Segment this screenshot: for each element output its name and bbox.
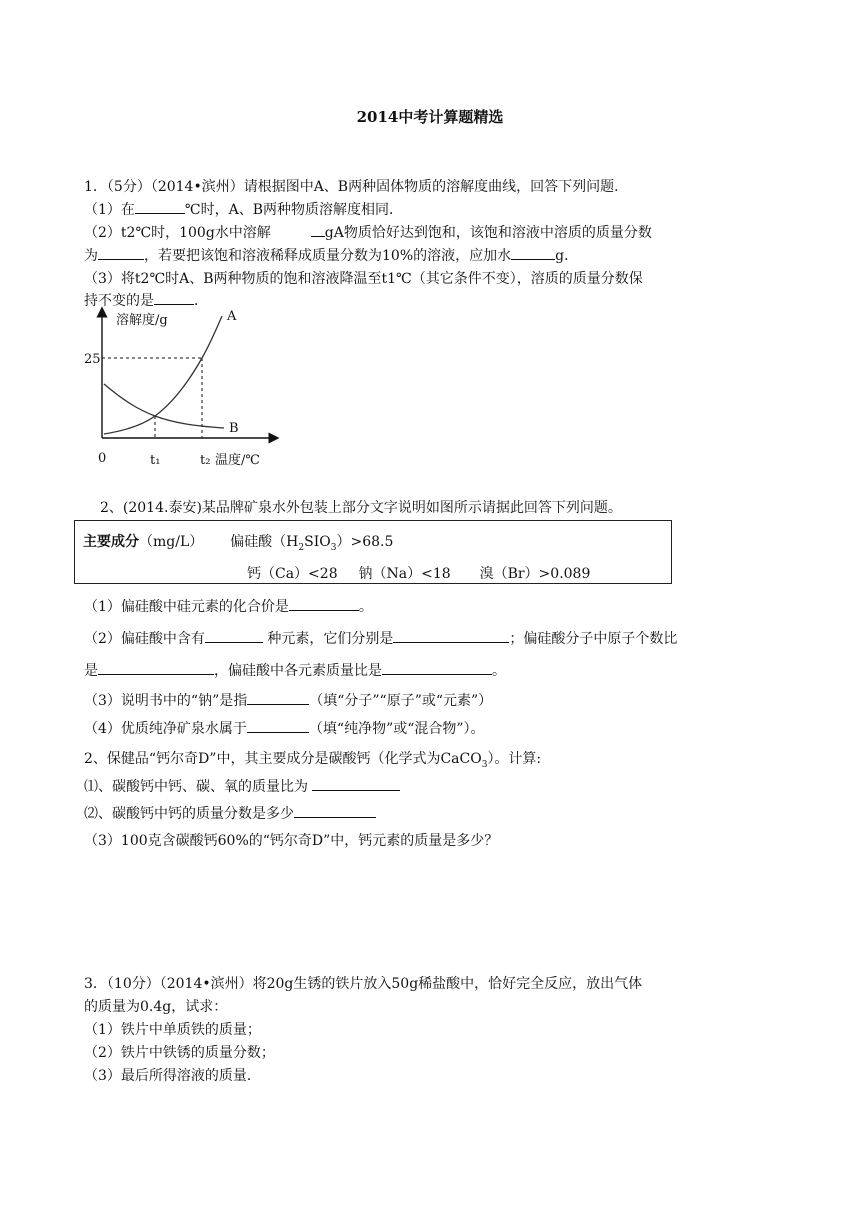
solubility-graph [84,306,284,472]
q2-part4-text-b: （填“纯净物”或“混合物”）。 [308,721,485,737]
q2-part2-text-e: ，偏硅酸中各元素质量比是 [214,663,382,679]
q1-part1-text-b: ℃时，A、B两种物质溶解度相同． [184,202,403,218]
answer-blank [247,718,309,733]
q2-part3-text-b: （填“分子”“原子”或“元素”） [309,693,493,709]
q1-part2-text-b: gA物质恰好达到饱和，该饱和溶液中溶质的质量分数 [324,225,652,241]
ingredient-row-1 [83,531,393,553]
page-title: 2014中考计算题精选 [356,108,504,126]
x-tick-t1: t₁ [150,453,161,468]
ingredient-calcium: 钙（Ca）<28 [247,566,338,582]
answer-blank [311,222,325,237]
q2-part2-text-f: 。 [492,663,506,679]
answer-blank [154,290,194,305]
answer-blank [393,628,509,643]
q2-part2-text-c: ；偏硅酸分子中原子个数比 [509,631,678,647]
q2-part3-text-a: （3）说明书中的“钠”是指 [84,693,248,709]
answer-blank [98,660,214,675]
q2-part2 [84,628,677,648]
answer-blank [382,660,492,675]
q1-part3-text-b: 持不变的是 [84,293,154,309]
q2-part1 [84,596,373,616]
q1-part2 [84,222,652,242]
q1-part2-text-d: ，若要把该饱和溶液稀释成质量分数为10%的溶液，应加水 [144,248,512,264]
q2-part2-text-a: （2）偏硅酸中含有 [84,631,205,647]
ingredient-label: 主要成分 [83,534,139,550]
answer-blank [294,803,376,818]
answer-blank [135,199,185,214]
ingredient-bromine: 溴（Br）>0.089 [479,566,591,582]
q4-heading-line2: 的质量为0.4g，试求： [84,999,228,1015]
q3-part3: （3）100克含碳酸钙60%的“钙尔奇D”中，钙元素的质量是多少？ [84,833,499,849]
y-tick-25: 25 [84,352,101,367]
q1-part1 [84,199,403,219]
answer-blank [205,628,263,643]
q3-part2 [84,803,376,823]
ingredient-row-2 [247,563,590,583]
curve-b [104,384,224,428]
q3-part2-text: ⑵、碳酸钙中钙的质量分数是多少 [84,806,294,822]
q2-part2-line2 [84,660,506,680]
q1-part1-text-a: （1）在 [84,202,135,218]
q3-part1-text: ⑴、碳酸钙中钙、碳、氧的质量比为 [84,779,313,795]
q3-part1 [84,776,400,796]
q2-heading: 2、(2014.泰安)某品牌矿泉水外包装上部分文字说明如图所示请据此回答下列问题。 [100,500,622,516]
ingredient-silicic-acid: 偏硅酸$(H_2SIO_3)>68.5$ [230,534,394,553]
q1-part2-text-a: （2）t2℃时，100g水中溶解 [84,225,271,241]
answer-blank [289,596,359,611]
q3-heading: 2、保健品“钙尔奇D”中，其主要成分是碳酸钙（化学式为CaCO$_3$）。计算: [84,751,542,770]
answer-blank [98,245,144,260]
q2-part1-text-a: （1）偏硅酸中硅元素的化合价是 [84,599,289,615]
x-axis-label: 温度/℃ [215,453,260,468]
q1-part3: （3）将t2℃时A、B两种物质的饱和溶液降温至t1℃（其它条件不变），溶质的质量分数保 [84,271,643,287]
answer-blank [511,245,555,260]
curve-a-label: A [227,309,237,324]
ingredient-unit: （mg/L） [139,534,204,550]
q2-part4-text-a: （4）优质纯净矿泉水属于 [84,721,247,737]
q4-part1: （1）铁片中单质铁的质量； [84,1022,261,1038]
answer-blank [312,776,400,791]
y-axis-label: 溶解度/g [116,313,168,328]
x-tick-t2: t₂ [200,453,211,468]
ingredient-sodium: 钠（Na）<18 [358,566,451,582]
q4-part3: （3）最后所得溶液的质量． [84,1068,261,1084]
ingredient-box [74,520,672,584]
q1-part2-line2 [84,245,578,265]
q1-heading: 1．（5分）（2014•滨州）请根据图中A、B两种固体物质的溶解度曲线，回答下列问题． [84,179,629,195]
q2-part2-text-b: 种元素，它们分别是 [262,631,394,647]
q2-part1-text-b: 。 [358,599,373,615]
q2-part2-text-d: 是 [84,663,98,679]
q1-part3-text-c: ． [194,293,208,309]
q4-part2: （2）铁片中铁锈的质量分数； [84,1045,275,1061]
answer-blank [247,690,309,705]
origin-label: 0 [98,451,107,466]
q2-part4 [84,718,485,738]
curve-b-label: B [229,421,239,436]
q4-heading: 3．（10分）（2014•滨州）将20g生锈的铁片放入50g稀盐酸中，恰好完全反应，放出气体 [84,976,643,992]
q1-part2-text-c: 为 [84,248,98,264]
q2-part3 [84,690,492,710]
q1-part2-text-e: g． [555,248,579,264]
curve-a [104,316,222,434]
